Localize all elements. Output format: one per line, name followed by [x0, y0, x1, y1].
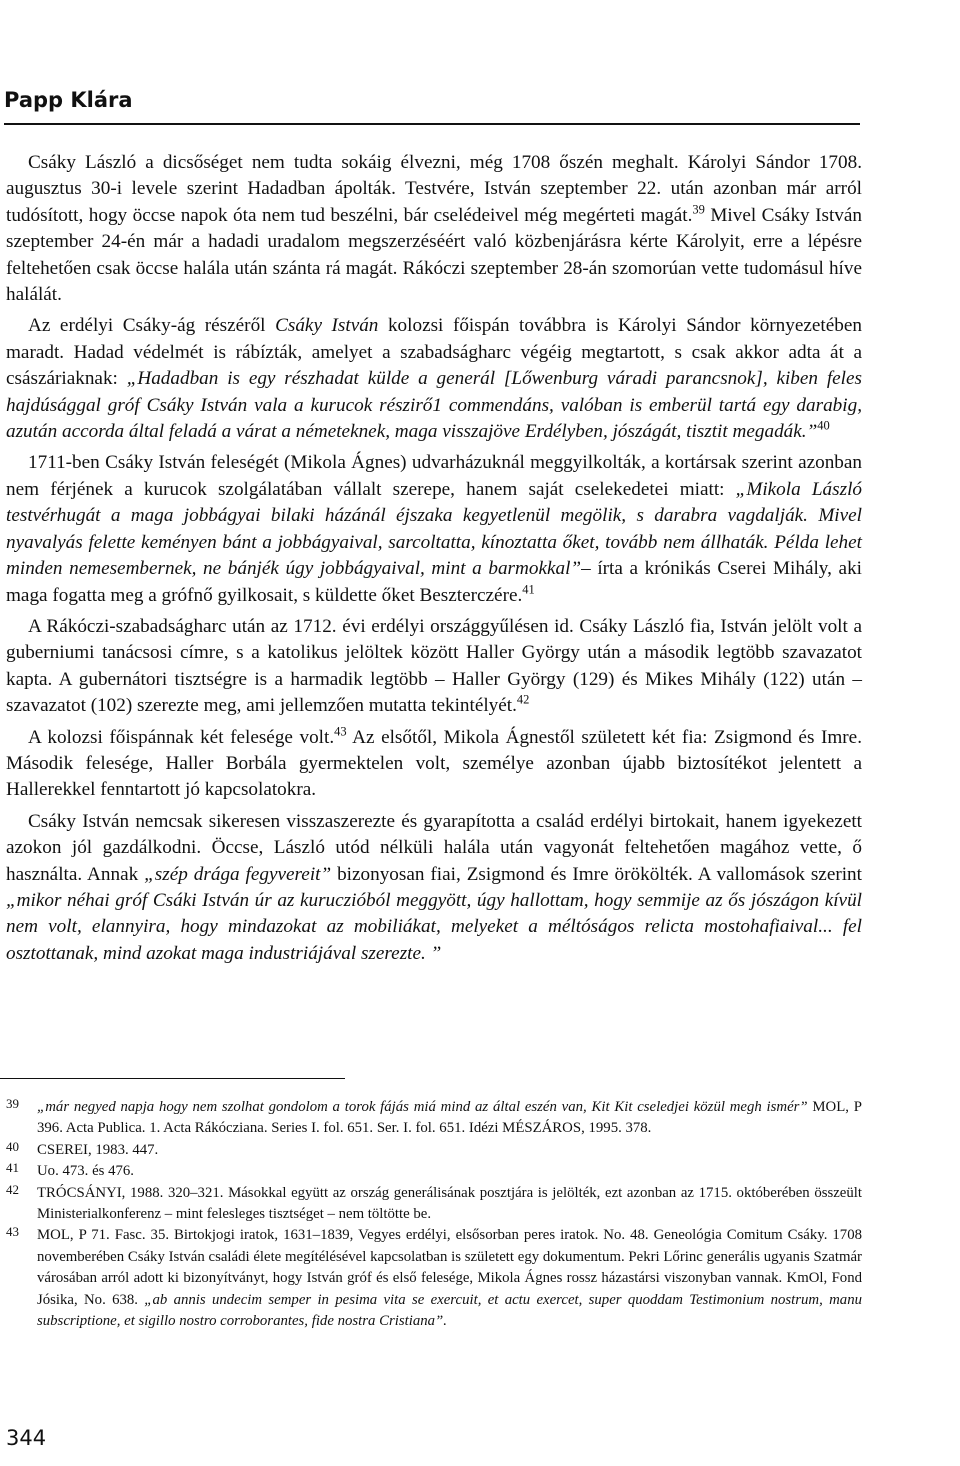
running-header-author: Papp Klára	[4, 88, 133, 112]
paragraph-text: – írta a krónikás Cserei Mihály, aki maga fogatta meg a grófnő gyilkosait, s küldette őket Beszterczére.	[6, 558, 862, 606]
footnote-text: Uo. 473. és 476.	[37, 1163, 134, 1180]
person-name: Csáky István	[275, 315, 379, 337]
footnote-ref-41[interactable]: 41	[522, 582, 535, 597]
footnotes	[6, 1097, 862, 1332]
quotation: „mikor néhai gróf Csáki István úr az kuruczióból meggyött, úgy hallottam, hogy semmije az ős jószágon kívül nem volt, elannyira, hogy mindazokat az mobiliákat, melyeket a méltóságos relicta mostohafiaival... fel osztottanak, mind azokat maga industriájával szerezte. ”	[6, 889, 862, 964]
footnote-text: TRÓCSÁNYI, 1988. 320–321. Másokkal együtt az ország generálisának posztjára is jelölték, ezt azonban az 1715. októberében összeült Ministerialkonferenz – mint felesleges tisztséget – nem töltötte be.	[37, 1184, 862, 1223]
paragraph-text: Csáky László a dicsőséget nem tudta sokáig élvezni, még 1708 őszén meghalt. Károlyi Sándor 1708. augusztus 30-i levele szerint Hadadban ápolták. Testvére, István szeptember 22. után azonban már arról tudósított, hogy öccse napok óta nem tud beszélni, bár cselédeivel még megérteti magát.	[6, 152, 862, 226]
footnote-text	[37, 1097, 862, 1140]
footnote-citation: MOL, P 71. Fasc. 35. Birtokjogi iratok, 1631–1839, Vegyes erdélyi, elsősorban peres iratok. No. 48. Geneológia Comitum Csáky. 1708 novemberében Csáky István családi élete megítélésével kapcsolatban is született egy dokumentum. Pekri Lőrinc generális ugyanis Szatmár városában arról adott ki bizonyítványt, hogy István gróf és első felesége, Mikola Ágnes rossz házastársi viszonyban vannak. KmOl, Fond Jósika, No. 638.	[37, 1227, 862, 1308]
paragraph-text: 1711-ben Csáky István feleségét (Mikola Ágnes) udvarházuknál meggyilkolták, a kortársak szerint azonban nem férjének a kurucok szolgálatában vállalt szerepe, hanem saját cselekedetei miatt:	[6, 452, 862, 500]
footnote-ref-43[interactable]: 43	[334, 724, 347, 739]
footnote-43	[6, 1225, 862, 1332]
paragraph-3	[6, 450, 862, 608]
footnote-quote: „már negyed napja hogy nem szolhat gondolom a torok fájás miá mind az által eszén van, Kit Kit cseledjei közül megh ismér”	[37, 1099, 808, 1115]
page-number: 344	[6, 1426, 47, 1450]
paragraph-text: bizonyosan fiai, Zsigmond és Imre örökölték. A vallomások szerint	[331, 863, 862, 885]
quotation-end: ”	[806, 421, 818, 443]
paragraph-4	[6, 614, 862, 720]
quotation: „szép drága fegyvereit”	[144, 863, 332, 885]
footnote-text: CSEREI, 1983. 447.	[37, 1141, 159, 1158]
footnote-40	[6, 1140, 862, 1161]
footnote-number: 42	[6, 1181, 19, 1197]
footnote-number: 39	[6, 1096, 19, 1111]
paragraph-text: Az elsőtől, Mikola Ágnestől született két fia: Zsigmond és Imre. Második felesége, Haller Borbála gyermektelen volt, személye azonban újabb biztosítékot jelentett a Hallerekkel fenntartott jó kapcsolatokra.	[6, 726, 862, 801]
paragraph-5	[6, 725, 862, 804]
paragraph-1	[6, 150, 862, 308]
quotation: „Hadadban is egy részhadat külde a generál [Lőwenburg váradi parancsnok], kiben feles hajdúsággal gróf Csáky István vala a kurucok részirő1 commendáns, valóban is emberül tartá egy darabig, azután accorda által feladá a várat a németeknek, maga visszajöve Erdélyben, jószágát, tisztit megadák.	[6, 368, 862, 443]
paragraph-text: A Rákóczi-szabadságharc után az 1712. évi erdélyi országgyűlésen id. Csáky László fia, István jelölt volt a guberniumi tanácsosi címre, s a katolikus jelöltek között Haller György után a második legtöbb szavazatot kapta. A gubernátori tisztségre is a harmadik legtöbb – Haller György (129) és Mikes Mihály (122) után – szavazatot (102) szerezte meg, ami jellemzően mutatta tekintélyét.	[6, 615, 862, 717]
main-text	[6, 150, 862, 972]
paragraph-text: Az erdélyi Csáky-ág részéről	[28, 315, 276, 337]
paragraph-text: A kolozsi főispánnak két felesége volt.	[28, 726, 335, 748]
footnote-ref-40[interactable]: 40	[817, 418, 830, 433]
paragraph-text: kolozsi főispán továbbra is Károlyi Sándor környezetében maradt. Hadad védelmét is rábízták, amelyet a szabadságharc végéig megtartott, s csak akkor adta át a császáriaknak:	[6, 315, 862, 390]
paragraph-6	[6, 809, 862, 967]
footnote-ref-42[interactable]: 42	[516, 692, 530, 707]
paragraph-text: Csáky István nemcsak sikeresen visszaszerezte és gyarapította a család erdélyi birtokait, hanem igyekezett azokon jól gazdálkodni. Öccse, László utód nélküli halála után vagyonát feltehetően magához vette, ő használta. Annak	[6, 810, 862, 885]
footnote-citation: MOL, P 396. Acta Publica. 1. Acta Rákócziana. Series I. fol. 651. Ser. I. fol. 651. Idézi MÉSZÁROS, 1995. 378.	[37, 1099, 862, 1137]
footnote-number: 40	[6, 1138, 19, 1154]
paragraph-text: Mivel Csáky István szeptember 24-én már a hadadi uradalom megszerzéséért való közbenjárásra kérte Károlyit, erre a lépésre feltehetően csak öccse halála után szánta rá magát. Rákóczi szeptember 28-án szomorúan vette tudomásul híve halálát.	[6, 204, 862, 306]
footnote-39	[6, 1097, 862, 1140]
quotation: „Mikola László testvérhugát a maga jobbágyai bilaki házánál éjszaka kegyetlenül megölik, s darabra vagdalják. Mivel nyavalyás felette keményen bánt a jobbágyaival, sarcoltatta, kínoztatta őket, tovább nem állhaták. Példa lehet minden nemesembernek, ne bánjék úgy jobbágyaival, mint a barmokkal”	[6, 478, 862, 580]
header-rule	[4, 123, 860, 125]
footnote-number: 43	[6, 1224, 19, 1240]
paragraph-2	[6, 313, 862, 445]
footnote-text	[37, 1225, 862, 1332]
footnote-rule	[0, 1078, 345, 1079]
footnote-ref-39[interactable]: 39	[692, 202, 705, 217]
footnote-number: 41	[6, 1160, 19, 1176]
footnote-quote: „ab annis undecim semper in pesima vita se exercuit, et actu exercet, super quoddam Testimonium nostrum, manu subscriptione, et sigillo nostro corroborantes, fide nostra Cristiana”.	[37, 1291, 862, 1330]
footnote-41	[6, 1161, 862, 1182]
footnote-42	[6, 1183, 862, 1226]
